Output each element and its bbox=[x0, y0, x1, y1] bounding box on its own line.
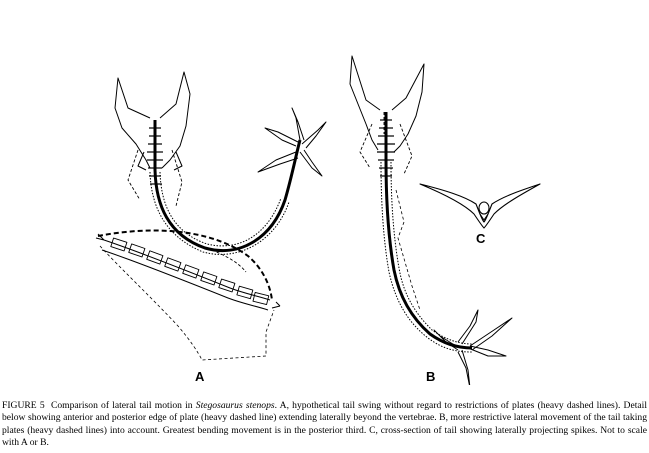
figure-caption-label: FIGURE 5 bbox=[2, 400, 45, 411]
figure-caption-text-2: . A, hypothetical tail swing without regard to restrictions of plates (heavy dashed lines). Detail below showing anterior and posterior edge of plate (heavy dashed line) extending laterally beyond the vertebrae. B, more restrictive lateral movement of the tail taking plates (heavy dashed lines) into account. Greatest bending movement is in the posterior third. C, cross-section of tail showing laterally projecting spikes. Not to scale with A or B. bbox=[2, 400, 647, 449]
panel-c-cross-section bbox=[420, 184, 540, 228]
panel-c-label: C bbox=[476, 231, 486, 246]
figure-caption-species: Stegosaurus stenops bbox=[195, 400, 275, 411]
panel-a-pelvis bbox=[115, 72, 190, 170]
figure-caption-text-1: Comparison of lateral tail motion in bbox=[50, 400, 196, 411]
panel-a-tail-spikes bbox=[258, 108, 326, 176]
panel-b-drawing bbox=[350, 56, 512, 385]
panel-a-vertebrae-detail bbox=[102, 240, 270, 310]
panel-a-heavy-dashed bbox=[98, 231, 272, 300]
panel-a-label: A bbox=[195, 369, 205, 384]
panel-b-label: B bbox=[426, 369, 436, 384]
panel-a-drawing bbox=[96, 72, 326, 360]
panel-a-tail-curve bbox=[155, 120, 300, 251]
panel-b-tail-spikes bbox=[434, 310, 512, 385]
figure-caption bbox=[2, 400, 647, 450]
